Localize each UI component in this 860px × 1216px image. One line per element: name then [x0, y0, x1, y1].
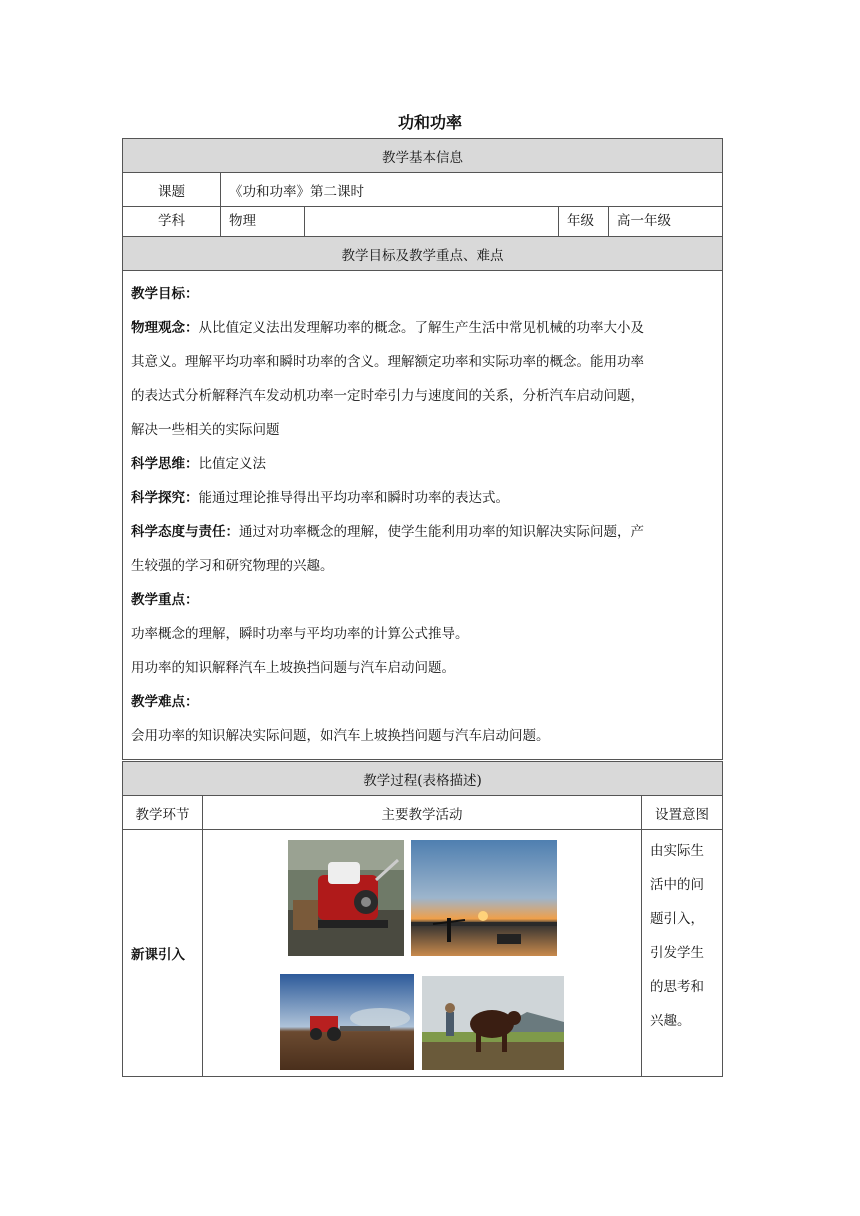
thinking-label: 科学思维： [131, 456, 199, 472]
pump-machine-photo [288, 840, 404, 956]
col-activity-header: 主要教学活动 [203, 796, 642, 830]
explore-label: 科学探究： [131, 490, 199, 506]
tractor-photo [280, 974, 414, 1070]
key-point-1: 功率概念的理解，瞬时功率与平均功率的计算公式推导。 [131, 626, 469, 642]
goals-content [123, 271, 723, 760]
key-points-heading: 教学重点： [131, 592, 199, 608]
teaching-process-table [122, 761, 723, 1077]
subject-value: 物理 [221, 207, 305, 237]
topic-label: 课题 [123, 173, 221, 207]
subject-empty-cell [305, 207, 559, 237]
grade-value: 高一年级 [609, 207, 723, 237]
col-intent-header: 设置意图 [642, 796, 723, 830]
goal-heading: 教学目标： [131, 286, 199, 302]
stage-new-lesson: 新课引入 [123, 830, 203, 1077]
goals-header: 教学目标及教学重点、难点 [123, 237, 723, 271]
sunset-water-carrier-photo [411, 840, 557, 956]
basic-info-table [122, 138, 723, 760]
physics-concept-paragraph: 物理观念：从比值定义法出发理解功率的概念。了解生产生活中常见机械的功率大小及 其意义。理解平均功率和瞬时功率的含义。理解额定功率和实际功率的概念。能用功率 的表达式分析解释汽车发动机功率一定时牵引力与速度间的关系，分析汽车启动问题， 解决一些相关的实际问题 [131, 320, 644, 438]
attitude-responsibility: 科学态度与责任：通过对功率概念的理解，使学生能利用功率的知识解决实际问题，产 生较强的学习和研究物理的兴趣。 [131, 524, 644, 574]
difficult-point: 会用功率的知识解决实际问题，如汽车上坡换挡问题与汽车启动问题。 [131, 728, 550, 744]
document-title: 功和功率 [397, 113, 462, 132]
grade-label: 年级 [559, 207, 609, 237]
attitude-label: 科学态度与责任： [131, 524, 239, 540]
ox-plowing-photo [422, 976, 564, 1070]
difficult-points-heading: 教学难点： [131, 694, 199, 710]
process-header: 教学过程(表格描述) [123, 762, 723, 796]
topic-value: 《功和功率》第二课时 [221, 173, 723, 207]
basic-info-header: 教学基本信息 [123, 139, 723, 173]
col-stage-header: 教学环节 [123, 796, 203, 830]
concept-label: 物理观念： [131, 320, 199, 336]
key-point-2: 用功率的知识解释汽车上坡换挡问题与汽车启动问题。 [131, 660, 455, 676]
intent-new-lesson: 由实际生 活中的问 题引入， 引发学生 的思考和 兴趣。 [642, 830, 723, 1077]
subject-label: 学科 [123, 207, 221, 237]
scientific-inquiry: 科学探究：能通过理论推导得出平均功率和瞬时功率的表达式。 [131, 490, 509, 506]
scientific-thinking: 科学思维：比值定义法 [131, 456, 266, 472]
activity-images-cell [203, 830, 642, 1077]
